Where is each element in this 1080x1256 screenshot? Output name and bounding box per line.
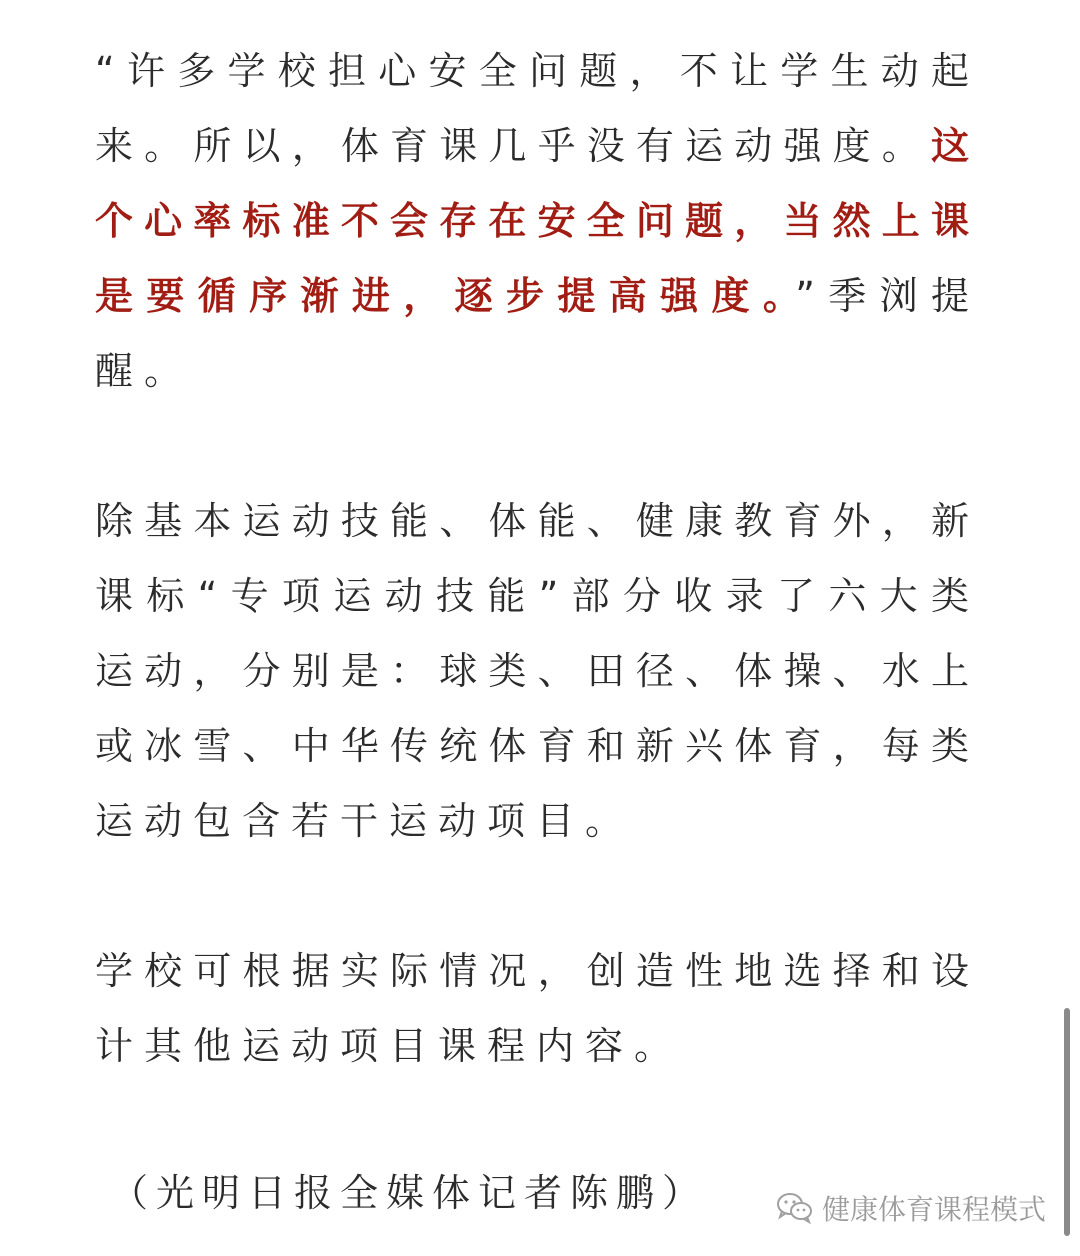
watermark-label: 健康体育课程模式 (821, 1193, 1046, 1226)
quote-text-start: “许多学校担心安全问题，不让学生动起来。所以，体育课几乎没有运动强度。 (95, 49, 980, 168)
paragraph-quote (95, 34, 980, 409)
watermark (776, 1188, 1046, 1228)
article-body (95, 34, 980, 1084)
quote-text-end: ”季浏提醒。 (95, 274, 980, 393)
wechat-icon (776, 1192, 814, 1224)
quote-emphasis: 这个心率标准不会存在安全问题，当然上课是要循序渐进，逐步提高强度。 (95, 124, 980, 318)
paragraph-sports-categories: 除基本运动技能、体能、健康教育外，新课标“专项运动技能”部分收录了六大类运动，分别是：球类、田径、体操、水上或冰雪、中华传统体育和新兴体育，每类运动包含若干运动项目。 (95, 499, 980, 843)
scrollbar[interactable] (1064, 1008, 1070, 1236)
byline: （光明日报全媒体记者陈鹏） (110, 1171, 709, 1215)
paragraph-school-design: 学校可根据实际情况，创造性地选择和设计其他运动项目课程内容。 (95, 949, 980, 1068)
